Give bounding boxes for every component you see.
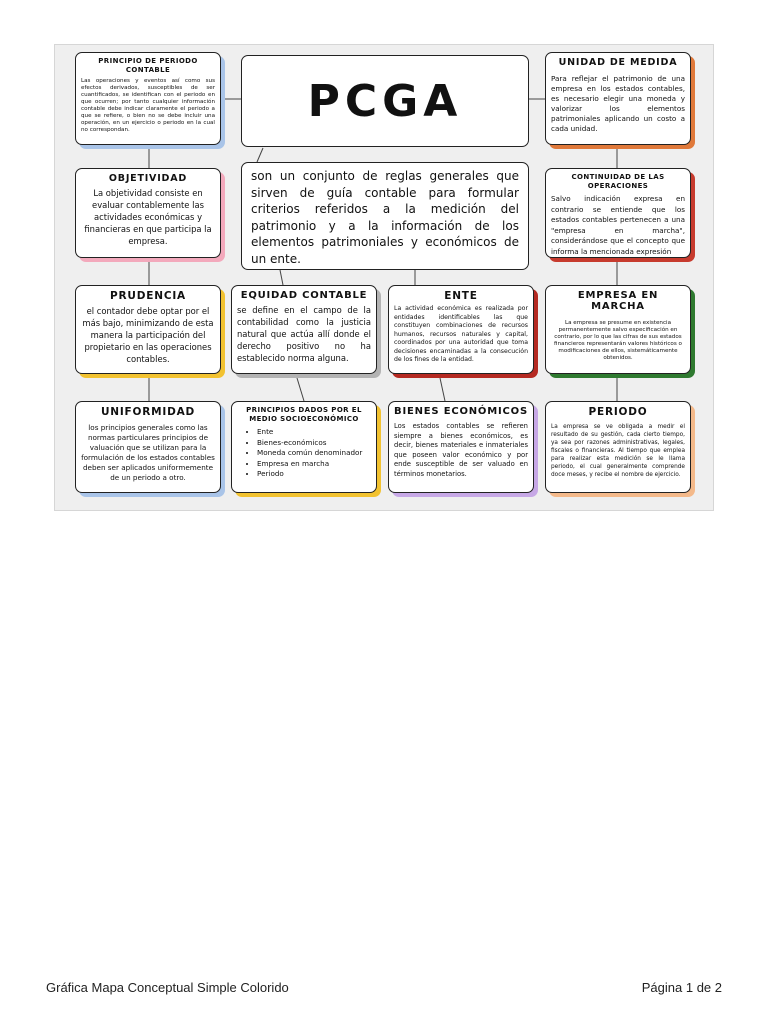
footer-left: Gráfica Mapa Conceptual Simple Colorido <box>46 980 289 995</box>
card-text: Para reflejar el patrimonio de una empresa en los estados contables, es necesario elegir una moneda y valorizar los elementos patrimoniales aplicando un costo a cada unidad. <box>551 74 685 133</box>
list-item: • Bienes-económicos <box>257 438 371 449</box>
principios-list <box>237 427 371 480</box>
card-bienes-economicos <box>388 401 534 493</box>
card-periodo <box>545 401 691 493</box>
list-item: • Ente <box>257 427 371 438</box>
card-text: La empresa se ve obligada a medir el resultado de su gestión, cada cierto tiempo, ya sea por razones administrativas, legales, fiscales o financieras. Al tiempo que emplea para realizar esta medición se le llama periodo, el cual generalmente comprende doce meses, y recibe el nombre de ejercicio. <box>551 424 685 478</box>
card-principios-dados <box>231 401 377 493</box>
card-text: Salvo indicación expresa en contrario se entiende que los estados contables pertenecen a una "empresa en marcha", considerándose que el concepto que informa la mencionada expresión <box>551 194 685 256</box>
card-text: La objetividad consiste en evaluar contablemente las actividades económicas y financieras en que participa la empresa. <box>84 188 212 246</box>
pcga-title: PCGA <box>241 55 529 147</box>
card-text: Las operaciones y eventos así como sus efectos derivados, susceptibles de ser cuantificados, se identifican con el periodo en que ocurren; por tanto cualquier información contable debe indicar claramente el periodo a que se refiere, o bien no se debe incluir una operación, en un ejercicio o periodo en la cual no correspondan. <box>81 78 215 133</box>
pcga-definition: son un conjunto de reglas generales que sirven de guía contable para formular criterios referidos a la medición del patrimonio y a la información de los elementos patrimoniales y económicos de un ente. <box>241 162 529 270</box>
card-text: La empresa se presume en existencia permanentemente salvo especificación en contrario, por lo que las cifras de sus estados financieros representarán valores históricos o modificaciones de ellos, sistemáticamente obtenidos. <box>554 320 682 361</box>
card-title: UNIFORMIDAD <box>100 406 196 418</box>
card-equidad-contable <box>231 285 377 374</box>
list-item: • Periodo <box>257 469 371 480</box>
list-item: • Moneda común denominador <box>257 448 371 459</box>
card-title: PRINCIPIOS DADOS POR EL MEDIO SOCIOECONÓMICO <box>246 406 362 423</box>
card-objetividad <box>75 168 221 258</box>
card-title: EMPRESA EN MARCHA <box>577 290 659 312</box>
list-item: • Empresa en marcha <box>257 459 371 470</box>
card-prudencia <box>75 285 221 374</box>
card-title: EQUIDAD CONTABLE <box>240 290 368 301</box>
card-title: ENTE <box>444 290 478 302</box>
card-title: OBJETIVIDAD <box>108 173 188 184</box>
card-title: BIENES ECONÓMICOS <box>394 406 528 417</box>
card-title: PRINCIPIO DE PERIODO CONTABLE <box>98 57 198 74</box>
card-ente <box>388 285 534 374</box>
footer-page-number: Página 1 de 2 <box>641 980 722 995</box>
card-principio-periodo-contable <box>75 52 221 145</box>
card-text: se define en el campo de la contabilidad como la justicia natural que actúa allí donde el derecho positivo no ha establecido norma alguna. <box>237 305 371 363</box>
concept-map-canvas <box>54 44 714 511</box>
card-uniformidad <box>75 401 221 493</box>
card-unidad-medida <box>545 52 691 145</box>
card-title: CONTINUIDAD DE LAS OPERACIONES <box>571 173 665 190</box>
card-continuidad-operaciones <box>545 168 691 258</box>
card-title: PERIODO <box>588 406 648 418</box>
card-text: el contador debe optar por el más bajo, minimizando de esta manera la participación del propietario en las operaciones contables. <box>82 306 214 364</box>
card-title: UNIDAD DE MEDIDA <box>558 57 678 68</box>
card-text: los principios generales como las normas particulares principios de valuación que se utilizan para la formulación de los estados contables deben ser aplicados uniformemente de un periodo a otro. <box>81 423 215 482</box>
card-title: PRUDENCIA <box>110 290 186 302</box>
card-text: La actividad económica es realizada por entidades identificables las que constituyen combinaciones de recursos humanos, recursos naturales y capital, coordinados por una autoridad que toma decisiones encaminadas a la consecución de los fines de la entidad. <box>394 305 528 363</box>
card-empresa-en-marcha <box>545 285 691 374</box>
card-text: Los estados contables se refieren siempre a bienes económicos, es decir, bienes materiales e inmateriales que poseen valor económico y por ende susceptible de ser valuado en términos monetarios. <box>394 422 528 478</box>
